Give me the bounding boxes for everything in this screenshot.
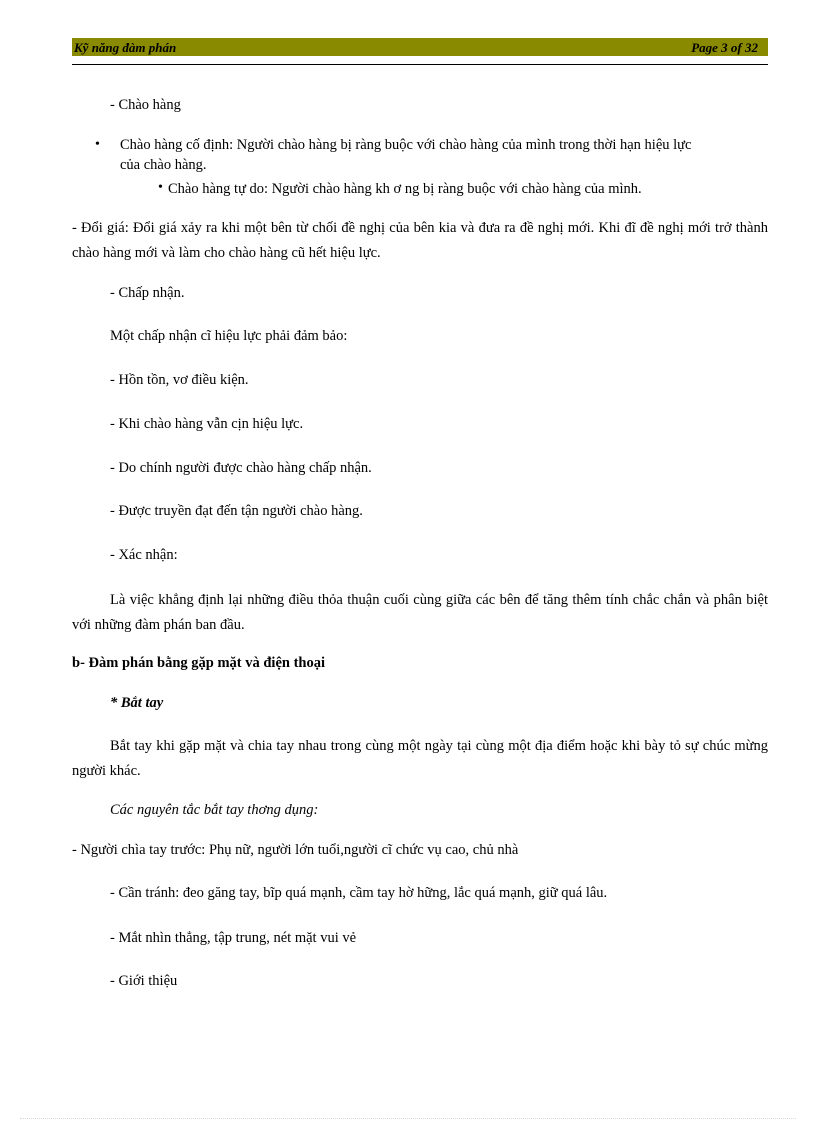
- header-rule: [72, 64, 768, 65]
- paragraph-la-viec: Là việc khẳng định lại những điều thỏa thuận cuối cùng giữa các bên để tăng thêm tính chắc chắn và phân biệt với những đàm phán ban đầu.: [72, 592, 768, 633]
- line-chao-hang-co-dinh-1: Chào hàng cố định: Người chào hàng bị ràng buộc với chào hàng của mình trong thời hạn hiệu lực: [120, 137, 692, 153]
- line-gioi-thieu: - Giới thiệu: [110, 973, 178, 989]
- line-mat-nhin: - Mắt nhìn thẳng, tập trung, nét mặt vui vẻ: [110, 930, 357, 946]
- line-chao-hang-tu-do: Chào hàng tự do: Người chào hàng kh ơ ng bị ràng buộc với chào hàng của mình.: [168, 181, 642, 197]
- bullet-icon: •: [95, 137, 100, 152]
- line-do-chinh-nguoi: - Do chính người được chào hàng chấp nhận.: [110, 460, 372, 476]
- line-mot-chap-nhan: Một chấp nhận cĩ hiệu lực phải đảm bảo:: [110, 328, 348, 344]
- page-bottom-divider: [20, 1118, 796, 1119]
- line-chap-nhan: - Chấp nhận.: [110, 285, 185, 301]
- line-chao-hang: - Chào hàng: [110, 97, 181, 113]
- line-hon-ton: - Hồn tồn, vơ điều kiện.: [110, 372, 249, 388]
- subsection-heading: * Bắt tay: [110, 695, 164, 711]
- line-nguoi-chia-tay: - Người chìa tay trước: Phụ nữ, người lớn tuổi,người cĩ chức vụ cao, chủ nhà: [72, 842, 519, 858]
- line-can-tranh: - Cần tránh: đeo găng tay, bĩp quá mạnh, cầm tay hờ hững, lắc quá mạnh, giữ quá lâu.: [110, 885, 608, 901]
- line-khi-chao-hang: - Khi chào hàng vẫn cịn hiệu lực.: [110, 416, 304, 432]
- line-chao-hang-co-dinh-2: của chào hàng.: [120, 157, 207, 173]
- line-xac-nhan: - Xác nhận:: [110, 547, 178, 563]
- header-title: Kỹ năng đàm phán: [74, 40, 177, 55]
- section-heading: b- Đàm phán bằng gặp mặt và điện thoại: [72, 655, 325, 671]
- line-duoc-truyen-dat: - Được truyền đạt đến tận người chào hàng.: [110, 503, 363, 519]
- page-number: Page 3 of 32: [691, 40, 758, 55]
- bullet-icon: •: [158, 180, 163, 195]
- paragraph-bat-tay: Bắt tay khi gặp mặt và chia tay nhau trong cùng một ngày tại cùng một địa điểm hoặc khi bày tỏ sự chúc mừng người khác.: [72, 738, 768, 779]
- paragraph-doi-gia: - Đổi giá: Đổi giá xảy ra khi một bên từ chối đề nghị của bên kia và đưa ra đề nghị mới. Khi đĩ đề nghị mới trở thành chào hàng mới và làm cho chào hàng cũ hết hiệu lực.: [72, 220, 768, 261]
- line-nguyen-tac: Các nguyên tắc bắt tay thơng dụng:: [110, 802, 319, 818]
- page-header: [72, 38, 768, 56]
